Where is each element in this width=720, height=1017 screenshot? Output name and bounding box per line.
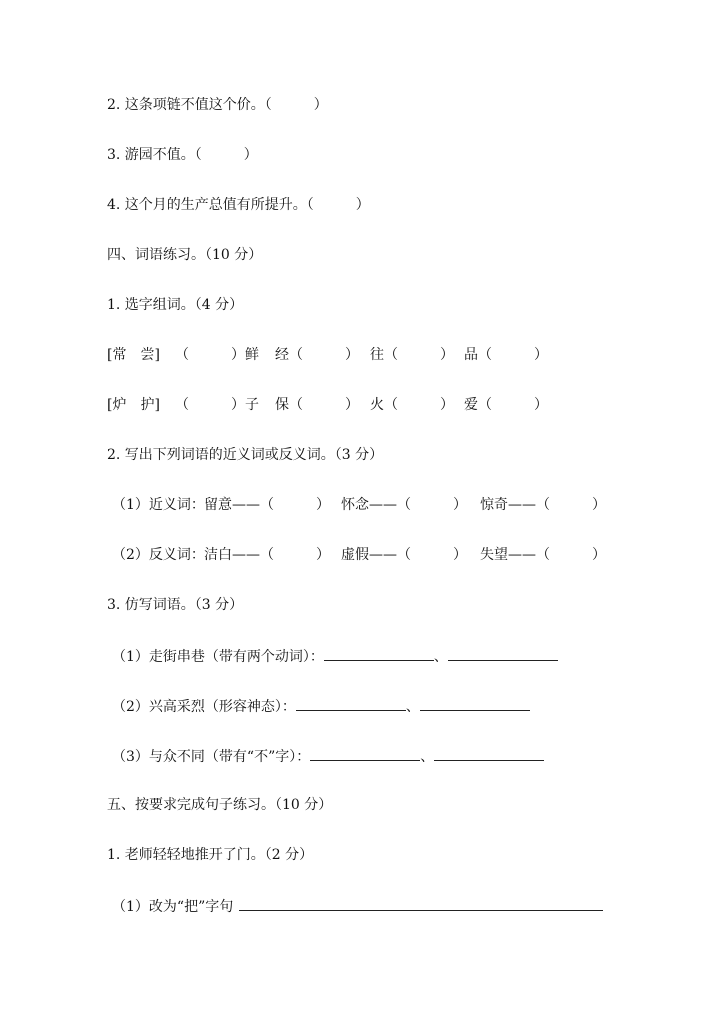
answer-blank[interactable] [434,746,544,761]
answer-blank[interactable] [420,696,530,711]
imitate-row-2 [112,696,530,716]
choice-options: [炉 护] [107,397,160,413]
antonym-label: （2）反义词： [112,547,205,563]
choice-item: 火（ ） [370,397,454,413]
answer-blank[interactable] [296,696,406,711]
synonym-label: （1）近义词： [112,497,205,513]
question-3: 3. 游园不值。（ ） [107,147,258,163]
section-4-3-heading: 3. 仿写词语。（3 分） [107,597,244,613]
answer-blank[interactable] [239,896,603,911]
question-2: 2. 这条项链不值这个价。（ ） [107,97,328,113]
imitate-row-1 [112,646,558,666]
choice-item: （ ）子 [175,397,259,413]
separator: 、 [405,699,420,715]
rewrite-row [112,896,603,916]
antonym-item: 洁白——（ ） [204,547,330,563]
answer-blank[interactable] [324,646,434,661]
imitate-label: （3）与众不同（带有“不”字）： [112,749,311,765]
choice-item: 保（ ） [275,397,359,413]
section-4-2-heading: 2. 写出下列词语的近义词或反义词。（3 分） [107,447,384,463]
imitate-row-3 [112,746,544,766]
separator: 、 [433,649,448,665]
section-4-1-heading: 1. 选字组词。（4 分） [107,297,244,313]
choice-item: 往（ ） [370,347,454,363]
section-5-1-heading: 1. 老师轻轻地推开了门。（2 分） [107,847,314,863]
imitate-label: （2）兴高采烈（形容神态）： [112,699,296,715]
question-4: 4. 这个月的生产总值有所提升。（ ） [107,197,370,213]
choice-item: 经（ ） [275,347,359,363]
choice-item: 品（ ） [464,347,548,363]
antonym-item: 失望——（ ） [480,547,606,563]
choice-item: 爱（ ） [464,397,548,413]
separator: 、 [420,749,435,765]
section-5-heading: 五、按要求完成句子练习。（10 分） [107,797,333,813]
rewrite-label: （1）改为“把”字句 [112,899,234,915]
synonym-item: 留意——（ ） [204,497,330,513]
section-4-heading: 四、词语练习。（10 分） [107,247,263,263]
choice-options: [常 尝] [107,347,160,363]
answer-blank[interactable] [310,746,420,761]
synonym-item: 惊奇——（ ） [480,497,606,513]
choice-item: （ ）鲜 [175,347,259,363]
imitate-label: （1）走街串巷（带有两个动词）： [112,649,324,665]
synonym-item: 怀念——（ ） [341,497,467,513]
answer-blank[interactable] [448,646,558,661]
antonym-item: 虚假——（ ） [341,547,467,563]
